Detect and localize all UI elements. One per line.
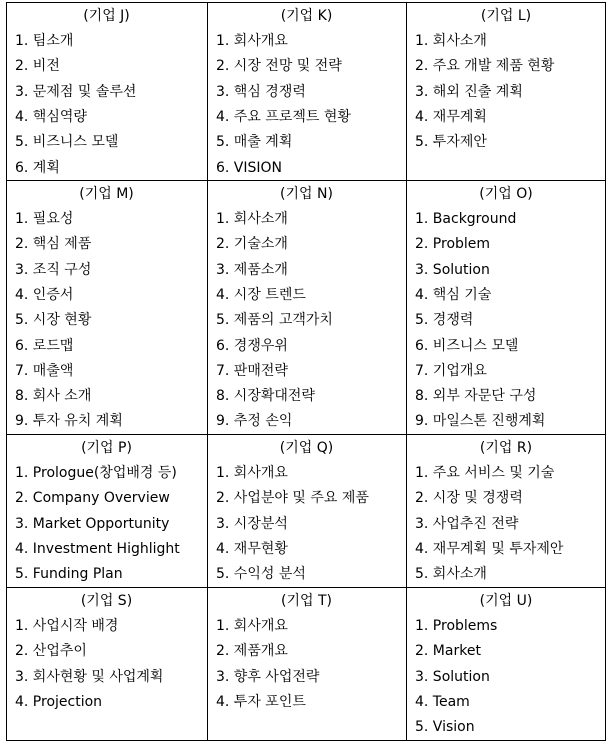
list-item: 4. 인증서 [15, 286, 74, 303]
list-item: 4. Projection [15, 693, 103, 710]
company-title: (기업 N) [280, 186, 333, 202]
list-item: 6. 경쟁우위 [216, 337, 288, 354]
company-title: (기업 P) [81, 440, 132, 456]
column-divider [207, 2, 208, 741]
company-title: (기업 S) [80, 593, 133, 609]
list-item: 8. 외부 자문단 구성 [415, 388, 537, 405]
list-item: 2. 기술소개 [216, 236, 288, 253]
list-item: 6. 로드맵 [15, 337, 74, 354]
column-divider [6, 2, 7, 741]
list-item: 4. 주요 프로젝트 현황 [216, 108, 351, 125]
list-item: 5. 수익성 분석 [216, 566, 306, 583]
company-cell [6, 587, 207, 741]
list-item: 2. 주요 개발 제품 현황 [415, 58, 555, 75]
list-item: 5. 경쟁력 [415, 312, 474, 329]
company-cell [6, 434, 207, 587]
list-item: 4. 재무계획 및 투자제안 [415, 540, 564, 557]
list-item: 5. Vision [415, 719, 475, 736]
list-item: 7. 기업개요 [415, 362, 487, 379]
list-item: 2. Market [415, 643, 481, 660]
list-item: 5. 비즈니스 모델 [15, 134, 119, 151]
list-item: 8. 회사 소개 [15, 388, 92, 405]
list-item: 1. 주요 서비스 및 기술 [415, 465, 555, 481]
list-item: 7. 매출액 [15, 362, 74, 379]
list-item: 8. 시장확대전략 [216, 388, 315, 405]
list-item: 4. 핵심 기술 [415, 286, 492, 303]
company-cell [6, 180, 207, 434]
list-item: 3. 조직 구성 [15, 261, 92, 278]
list-item: 9. 마일스톤 진행계획 [415, 413, 546, 430]
list-item: 1. Background [415, 211, 517, 227]
list-item: 3. Solution [415, 668, 490, 685]
company-title: (기업 K) [280, 8, 333, 24]
list-item: 3. 해외 진출 계획 [415, 83, 523, 100]
company-title: (기업 L) [480, 8, 532, 24]
list-item: 2. Problem [415, 236, 491, 253]
list-item: 1. 사업시작 배경 [15, 618, 119, 634]
list-item: 2. 산업추이 [15, 643, 87, 660]
list-item: 4. 투자 포인트 [216, 693, 306, 710]
list-item: 1. 필요성 [15, 211, 74, 227]
list-item: 1. 회사개요 [216, 33, 288, 49]
list-item: 1. 회사소개 [415, 33, 487, 49]
list-item: 7. 판매전략 [216, 362, 288, 379]
list-item: 3. Solution [415, 261, 490, 278]
company-cell [207, 434, 406, 587]
list-item: 5. 제품의 고객가치 [216, 312, 333, 329]
company-cell [406, 2, 606, 180]
company-cell [207, 2, 406, 180]
list-item: 1. 회사소개 [216, 211, 288, 227]
list-item: 4. Team [415, 693, 470, 710]
list-item: 3. 문제점 및 솔루션 [15, 83, 137, 100]
list-item: 1. 회사개요 [216, 618, 288, 634]
company-title: (기업 U) [479, 593, 533, 609]
list-item: 1. Problems [415, 618, 498, 634]
company-cell [6, 2, 207, 180]
list-item: 3. 회사현황 및 사업계획 [15, 668, 164, 685]
list-item: 5. Funding Plan [15, 566, 123, 583]
list-item: 2. 시장 및 경쟁력 [415, 490, 523, 507]
company-cell [207, 587, 406, 741]
list-item: 5. 시장 현황 [15, 312, 92, 329]
list-item: 2. Company Overview [15, 490, 170, 507]
company-title: (기업 O) [479, 186, 533, 202]
row-divider [6, 587, 606, 588]
list-item: 6. 비즈니스 모델 [415, 337, 519, 354]
company-title: (기업 R) [479, 440, 533, 456]
list-item: 4. 재무계획 [415, 108, 487, 125]
column-divider [406, 2, 407, 741]
list-item: 5. 회사소개 [415, 566, 487, 583]
company-title: (기업 Q) [279, 440, 334, 456]
list-item: 6. VISION [216, 159, 283, 176]
company-cell [406, 180, 606, 434]
list-item: 3. 제품소개 [216, 261, 288, 278]
list-item: 2. 핵심 제품 [15, 236, 92, 253]
list-item: 1. 팀소개 [15, 33, 74, 49]
company-title: (기업 J) [83, 8, 130, 24]
list-item: 4. 재무현황 [216, 540, 288, 557]
list-item: 3. 향후 사업전략 [216, 668, 320, 685]
list-item: 6. 계획 [15, 159, 60, 176]
list-item: 1. Prologue(창업배경 등) [15, 465, 177, 481]
list-item: 2. 시장 전망 및 전략 [216, 58, 342, 75]
row-divider [6, 180, 606, 181]
company-cell [207, 180, 406, 434]
list-item: 9. 추정 손익 [216, 413, 293, 430]
list-item: 3. 시장분석 [216, 515, 288, 532]
list-item: 2. 비전 [15, 58, 60, 75]
list-item: 4. Investment Highlight [15, 540, 180, 557]
company-cell [406, 434, 606, 587]
company-cell [406, 587, 606, 741]
list-item: 2. 사업분야 및 주요 제품 [216, 490, 369, 507]
row-divider [6, 434, 606, 435]
list-item: 5. 투자제안 [415, 134, 487, 151]
row-divider [6, 2, 606, 3]
company-table [6, 2, 606, 741]
list-item: 3. 사업추진 전략 [415, 515, 519, 532]
list-item: 4. 시장 트렌드 [216, 286, 306, 303]
row-divider [6, 740, 606, 741]
list-item: 3. Market Opportunity [15, 515, 170, 532]
list-item: 2. 제품개요 [216, 643, 288, 660]
company-title: (기업 M) [79, 186, 134, 202]
list-item: 9. 투자 유치 계획 [15, 413, 123, 430]
list-item: 3. 핵심 경쟁력 [216, 83, 306, 100]
list-item: 4. 핵심역량 [15, 108, 87, 125]
column-divider [605, 2, 606, 741]
list-item: 5. 매출 계획 [216, 134, 293, 151]
list-item: 1. 회사개요 [216, 465, 288, 481]
company-title: (기업 T) [281, 593, 332, 609]
